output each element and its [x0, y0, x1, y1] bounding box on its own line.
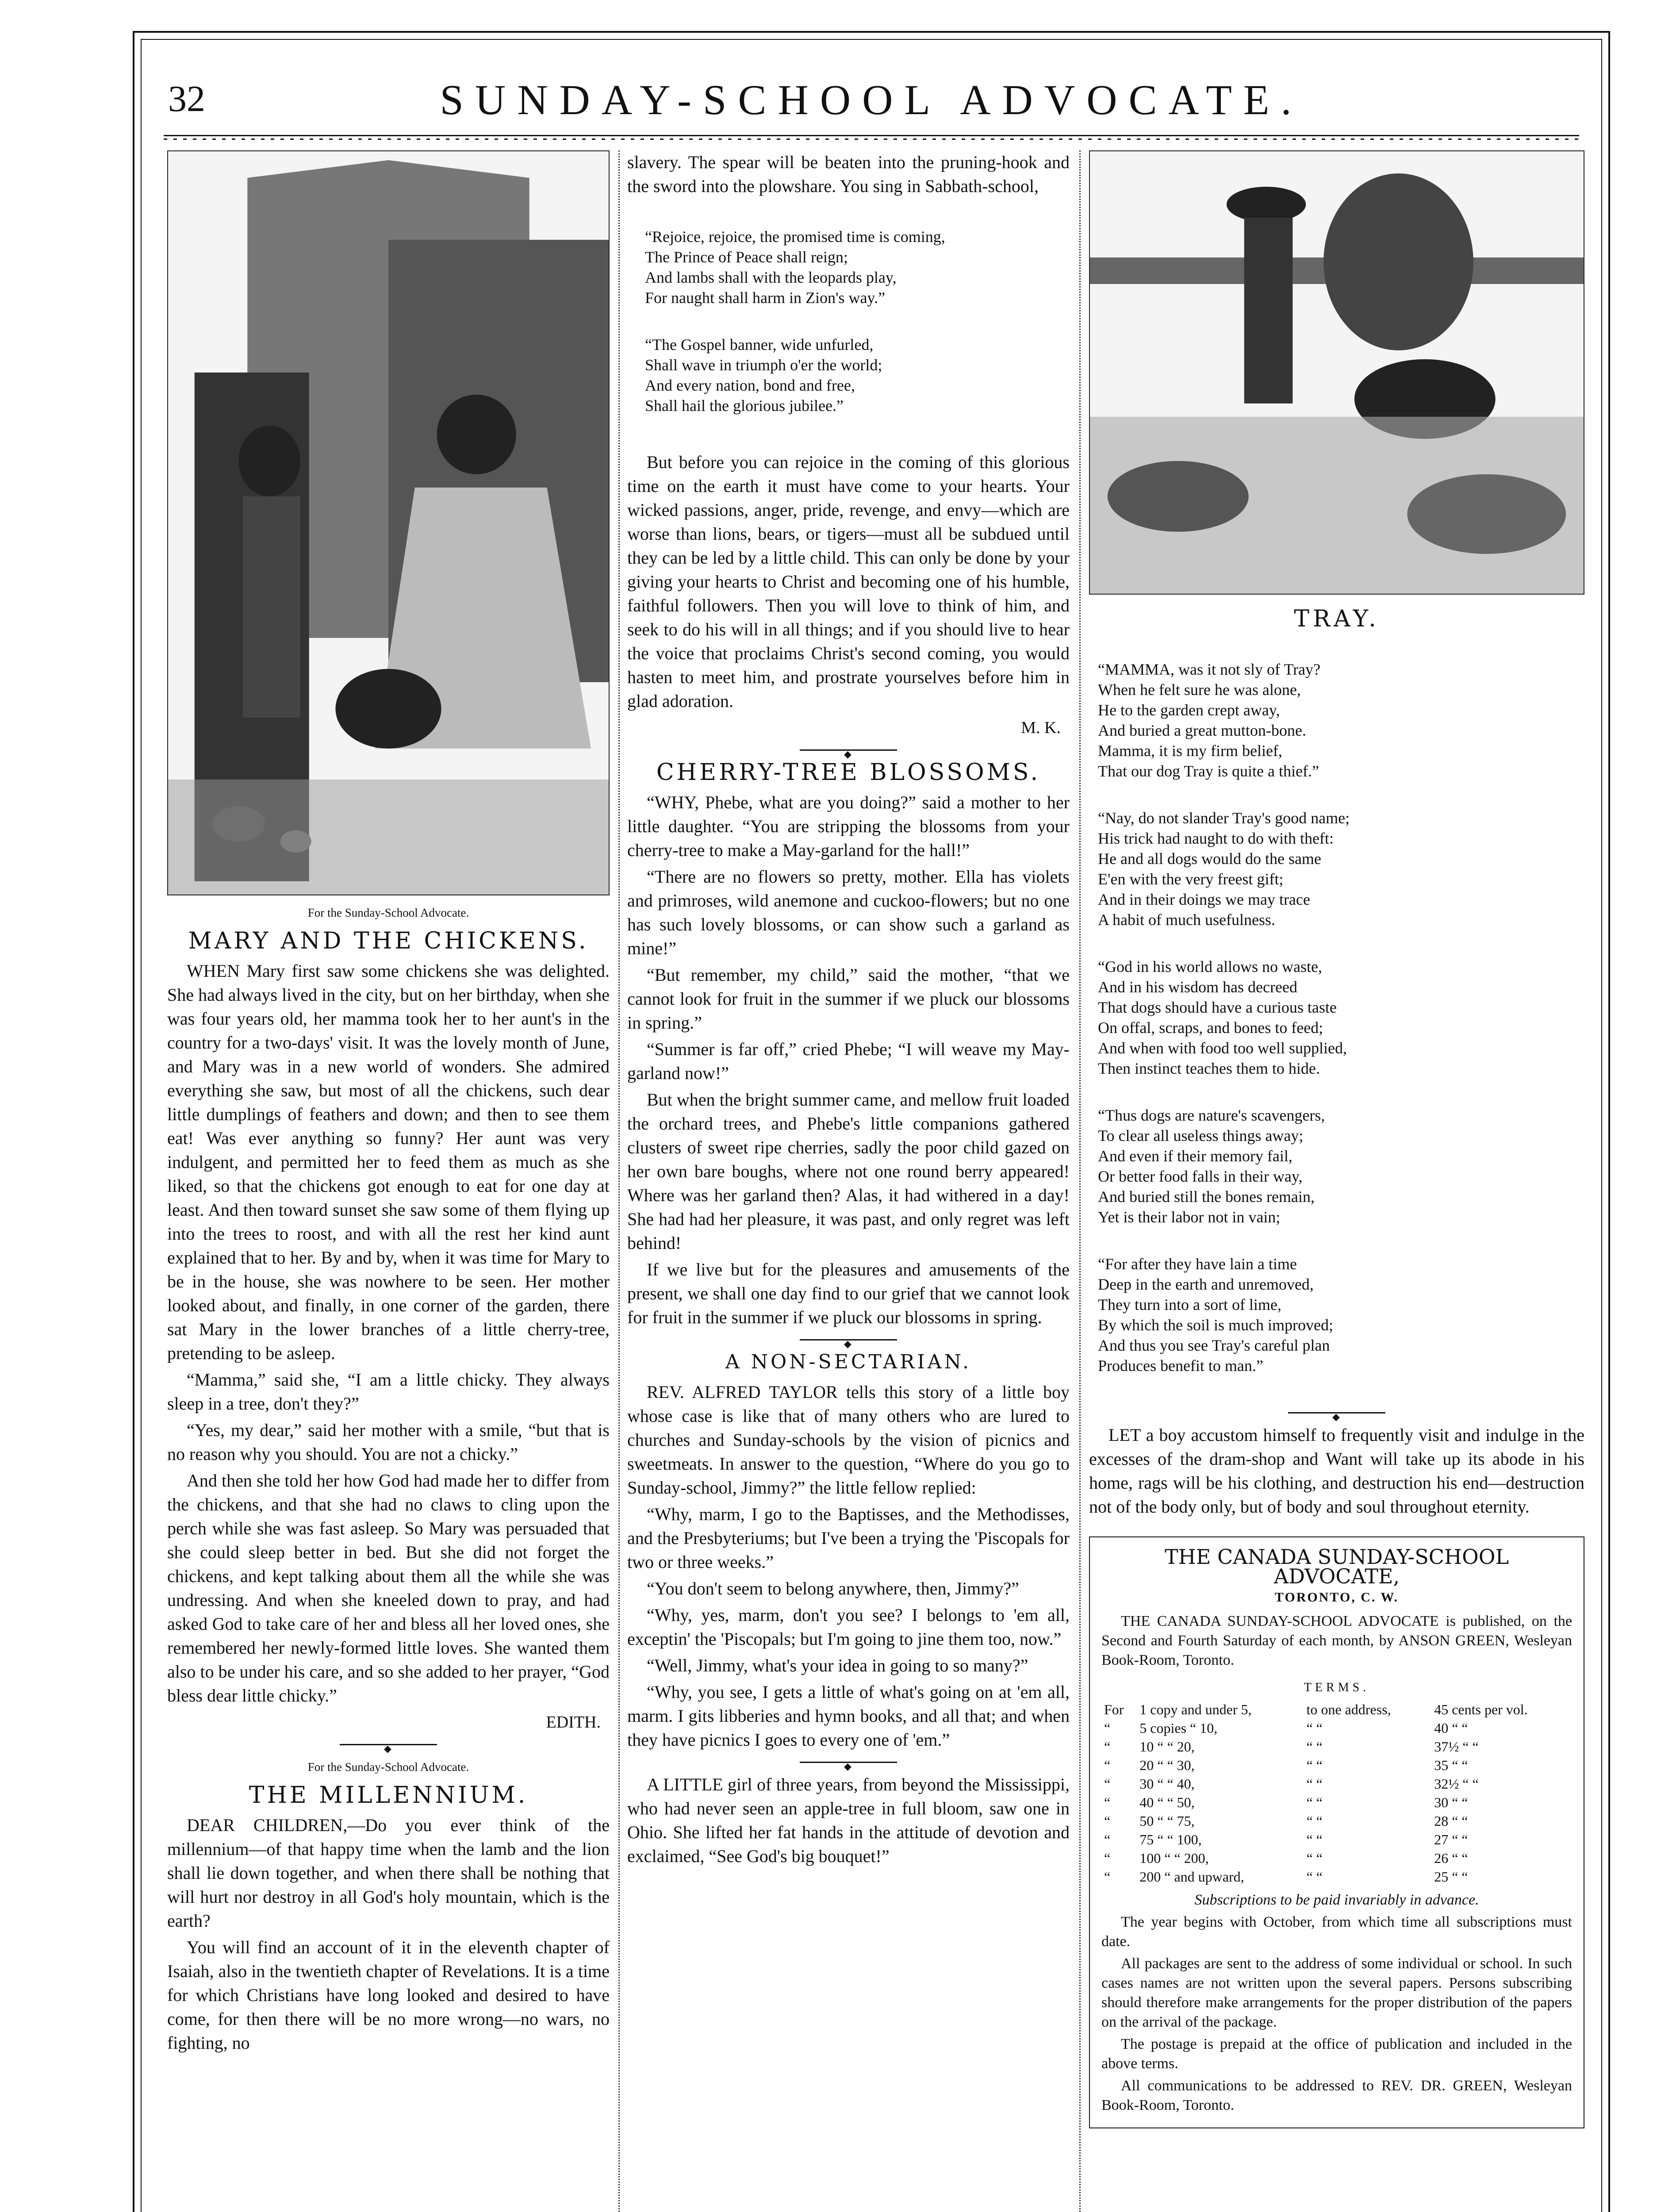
- rates-cell: 35 “ “: [1434, 1757, 1468, 1773]
- paragraph: “But remember, my child,” said the mother, “that we cannot look for fruit in the summer if we pluck our blossoms in spring.”: [627, 965, 1070, 1033]
- paragraph: LET a boy accustom himself to frequently visit and indulge in the excesses of the dram-shop and Want will take up its abode in his home, rags will be his clothing, and destruction his end—destruction not of the body only, but of body and soul throughout eternity.: [1089, 1425, 1584, 1517]
- hymn-quote: [645, 206, 1070, 442]
- poem-stanza: “MAMMA, was it not sly of Tray? When he felt sure he was alone, He to the garden crept away, And buried a great mutton-bone. Mamma, it is my firm belief, That our dog Tray is quite a thief.”: [1098, 661, 1321, 780]
- paragraph: “You don't seem to belong anywhere, then, Jimmy?”: [647, 1578, 1019, 1598]
- subscription-note: Subscriptions to be paid invariably in advance.: [1194, 1892, 1479, 1908]
- signature: M. K.: [1021, 718, 1061, 737]
- rates-cell: “: [1104, 1794, 1111, 1810]
- article-title: TRAY.: [1294, 606, 1380, 632]
- rates-cell: 200 “ and upward,: [1139, 1869, 1244, 1885]
- rates-row: [1101, 1867, 1572, 1886]
- article-title: THE MILLENNIUM.: [249, 1782, 528, 1809]
- article-title: MARY AND THE CHICKENS.: [188, 928, 589, 954]
- paragraph: “Why, yes, marm, don't you see? I belongs to 'em all, exceptin' the 'Piscopals; but I'm going to jine them too, now.”: [627, 1605, 1070, 1649]
- rates-row: [1101, 1737, 1572, 1756]
- paragraph: “Mamma,” said she, “I am a little chicky. They always sleep in a tree, don't they?”: [167, 1370, 610, 1413]
- rates-cell: 28 “ “: [1434, 1813, 1468, 1829]
- column-2: [627, 150, 1070, 1871]
- paragraph: WHEN Mary first saw some chickens she was delighted. She had always lived in the city, but on her birthday, when she was four years old, her mamma took her to her aunt's in the country for a two-days' visit. It was the lovely month of June, and Mary was in a new world of wonders. She admired everything she saw, but most of all the chickens, such dear little dumplings of feathers and down; and then to see them eat! Was ever anything so funny? Her aunt was very indulgent, and permitted her to feed them as much as she liked, so that the chickens got enough to eat for one day at least. And then toward sunset she saw some of them flying up into the trees to roost, and with all the rest her kind aunt explained that to her. By and by, when it was time for Mary to be in the house, she was nowhere to be seen. Her mother looked about, and finally, in one corner of the garden, there sat Mary in the lower branches of a little cherry-tree, pretending to be asleep.: [167, 961, 610, 1363]
- rates-cell: “ “: [1306, 1813, 1323, 1829]
- paragraph: But before you can rejoice in the coming of this glorious time on the earth it must have come to your hearts. Your wicked passions, anger, pride, revenge, and envy—which are worse than lions, bears, or tigers—must all be subdued until they can be led by a little child. This can only be done by your giving your hearts to Christ and becoming one of his humble, faithful followers. Then you will love to think of him, and seek to do his will in all things; and if you should live to hear the voice that proclaims Christ's second coming, you would hasten to meet him, and prostrate yourselves before him in glad adoration.: [627, 452, 1070, 711]
- rates-cell: “: [1104, 1850, 1111, 1866]
- dog-engraving: [1090, 151, 1584, 594]
- section-divider: [800, 1762, 897, 1763]
- column-separator: [1079, 150, 1081, 2212]
- rates-cell: 26 “ “: [1434, 1850, 1468, 1866]
- rates-cell: to one address,: [1306, 1701, 1391, 1717]
- paragraph: A LITTLE girl of three years, from beyond the Mississippi, who had never seen an apple-tree in full bloom, saw one in Ohio. She lifted her fat hands in the attitude of devotion and exclaimed, “See God's big bouquet!”: [627, 1774, 1070, 1866]
- poem-stanza: “For after they have lain a time Deep in the earth and unremoved, They turn into a sort of lime, By which the soil is much improved; And thus you see Tray's careful plan Produces benefit to man.”: [1098, 1255, 1333, 1375]
- terms-label: TERMS.: [1304, 1681, 1370, 1694]
- rates-row: [1101, 1849, 1572, 1867]
- newspaper-page: [133, 31, 1610, 2212]
- publisher-location: TORONTO, C. W.: [1274, 1590, 1399, 1605]
- rates-cell: 40 “ “: [1434, 1720, 1468, 1736]
- poem-stanza: “Rejoice, rejoice, the promised time is coming, The Prince of Peace shall reign; And lambs shall with the leopards play, For naught shall harm in Zion's way.”: [645, 228, 945, 307]
- rates-row: [1101, 1700, 1572, 1719]
- rates-cell: “: [1104, 1869, 1111, 1885]
- paragraph: “Summer is far off,” cried Phebe; “I will weave my May-garland now!”: [627, 1039, 1070, 1083]
- rates-cell: 27 “ “: [1434, 1832, 1468, 1847]
- rates-row: [1101, 1830, 1572, 1849]
- paragraph: “Yes, my dear,” said her mother with a smile, “but that is no reason why you should. You are not a chicky.”: [167, 1420, 610, 1464]
- rates-cell: 30 “ “: [1434, 1794, 1468, 1810]
- rates-cell: 40 “ “ 50,: [1139, 1794, 1195, 1810]
- article-credit: For the Sunday-School Advocate.: [307, 906, 469, 919]
- publisher-note: All packages are sent to the address of some individual or school. In such cases names are not written upon the several papers. Persons subscribing should therefore make arrangements for the proper distribution of the papers on the arrival of the package.: [1101, 1955, 1572, 2030]
- tray-poem: [1098, 639, 1584, 1402]
- paragraph: slavery. The spear will be beaten into the pruning-hook and the sword into the plowshare. You sing in Sabbath-school,: [627, 152, 1070, 196]
- section-divider: [800, 1339, 897, 1340]
- rates-row: [1101, 1793, 1572, 1812]
- article-title: CHERRY-TREE BLOSSOMS.: [656, 759, 1041, 786]
- rates-cell: “: [1104, 1832, 1111, 1847]
- publisher-box: [1089, 1536, 1584, 2128]
- publisher-note: All communications to be addressed to REV. DR. GREEN, Wesleyan Book-Room, Toronto.: [1101, 2078, 1572, 2113]
- rates-cell: 45 cents per vol.: [1434, 1701, 1528, 1717]
- rates-row: [1101, 1756, 1572, 1774]
- rates-cell: “ “: [1306, 1869, 1323, 1885]
- poem-stanza: “The Gospel banner, wide unfurled, Shall wave in triumph o'er the world; And every nation, bond and free, Shall hail the glorious jubilee.”: [645, 336, 882, 415]
- rates-row: [1101, 1774, 1572, 1793]
- signature: EDITH.: [546, 1713, 601, 1732]
- paragraph: If we live but for the pleasures and amusements of the present, we shall one day find to our grief that we cannot look for fruit in the summer if we pluck our blossoms in spring.: [627, 1260, 1070, 1327]
- paragraph: You will find an account of it in the eleventh chapter of Isaiah, also in the twentieth chapter of Revelations. It is a time for which Christians have long looked and desired to have come, for then there will be no more wrong—no wars, no fighting, no: [167, 1937, 610, 2053]
- section-divider: [1288, 1412, 1385, 1413]
- rates-cell: “ “: [1306, 1757, 1323, 1773]
- rates-cell: “: [1104, 1813, 1111, 1829]
- section-divider: [340, 1744, 437, 1745]
- column-3: [1089, 150, 1584, 2128]
- paragraph: REV. ALFRED TAYLOR tells this story of a little boy whose case is like that of many others who are lured to churches and Sunday-schools by the vision of picnics and sweetmeats. In answer to the question, “Where do you go to Sunday-school, Jimmy?” the little fellow replied:: [627, 1382, 1070, 1498]
- paragraph: DEAR CHILDREN,—Do you ever think of the millennium—of that happy time when the lamb and the lion shall lie down together, and when there shall be nothing that will hurt nor destroy in all God's holy mountain, which is the earth?: [167, 1815, 610, 1931]
- rates-cell: “: [1104, 1739, 1111, 1755]
- rates-cell: “: [1104, 1720, 1111, 1736]
- poem-stanza: “God in his world allows no waste, And in his wisdom has decreed That dogs should have a curious taste On offal, scraps, and bones to feed; And when with food too well supplied, Then instinct teaches them to hide.: [1098, 958, 1347, 1077]
- rates-cell: 50 “ “ 75,: [1139, 1813, 1195, 1829]
- rates-cell: “: [1104, 1757, 1111, 1773]
- masthead-title: SUNDAY-SCHOOL ADVOCATE.: [440, 76, 1303, 123]
- rates-cell: 10 “ “ 20,: [1139, 1739, 1195, 1755]
- rates-row: [1101, 1719, 1572, 1737]
- rates-cell: “ “: [1306, 1739, 1323, 1755]
- paragraph: And then she told her how God had made her to differ from the chickens, and that she had no claws to cling upon the perch while she was fast asleep. So Mary was persuaded that she could sleep better in bed. But she did not forget the chickens, and kept talking about them all the while she was undressing. And when she kneeled down to pray, and had asked God to take care of her and bless all her loved ones, she remembered her newly-formed little loves. She wanted them also to be under his care, and so she added to her prayer, “God bless dear little chicky.”: [167, 1471, 610, 1705]
- rates-cell: “ “: [1306, 1720, 1323, 1736]
- rates-cell: “ “: [1306, 1850, 1323, 1866]
- header-rule: [164, 135, 1579, 142]
- poem-stanza: “Nay, do not slander Tray's good name; His trick had naught to do with theft: He and all dogs would do the same E'en with the very freest gift; And in their doings we may trace A habit of much usefulness.: [1098, 809, 1350, 929]
- masthead-header: [142, 40, 1601, 142]
- paragraph: “Well, Jimmy, what's your idea in going to so many?”: [647, 1655, 1028, 1675]
- rates-cell: 100 “ “ 200,: [1139, 1850, 1209, 1866]
- chickens-engraving: [168, 151, 609, 895]
- page-number: 32: [168, 78, 205, 119]
- paragraph: “Why, you see, I gets a little of what's going on at 'em all, marm. I gits libberies and hymn books, and all that; and when they have picnics I goes to every one of 'em.”: [627, 1682, 1070, 1750]
- poem-stanza: “Thus dogs are nature's scavengers, To clear all useless things away; And even if their memory fail, Or better food falls in their way, And buried still the bones remain, Yet is their labor not in vain;: [1098, 1106, 1325, 1226]
- publisher-title: THE CANADA SUNDAY-SCHOOL ADVOCATE,: [1164, 1545, 1509, 1588]
- section-divider: [800, 749, 897, 751]
- article-title: A NON-SECTARIAN.: [725, 1351, 972, 1373]
- rates-cell: “ “: [1306, 1776, 1323, 1792]
- paragraph: “There are no flowers so pretty, mother. Ella has violets and primroses, wild anemone and cuckoo-flowers; but no one has such lovely blossoms, or can show such a garland as mine!”: [627, 867, 1070, 958]
- rates-row: [1101, 1812, 1572, 1830]
- rates-table: [1101, 1700, 1572, 1886]
- publisher-note: The postage is prepaid at the office of publication and included in the above terms.: [1101, 2036, 1572, 2072]
- rates-cell: 25 “ “: [1434, 1869, 1468, 1885]
- rates-cell: 32½ “ “: [1434, 1776, 1479, 1792]
- paragraph: “WHY, Phebe, what are you doing?” said a mother to her little daughter. “You are stripping the blossoms from your cherry-tree to make a May-garland for the hall!”: [627, 792, 1070, 860]
- paragraph: But when the bright summer came, and mellow fruit loaded the orchard trees, and Phebe's little companions gathered clusters of sweet ripe cherries, sadly the poor child gazed on her own bare boughs, where not one round berry appeared! Where was her garland then? Alas, it had withered in a day! She had had her pleasure, it was past, and only regret was left behind!: [627, 1090, 1070, 1253]
- column-1: [167, 150, 610, 2058]
- rates-cell: 20 “ “ 30,: [1139, 1757, 1195, 1773]
- rates-cell: 5 copies “ 10,: [1139, 1720, 1218, 1736]
- rates-cell: 1 copy and under 5,: [1139, 1701, 1252, 1717]
- rates-cell: 37½ “ “: [1434, 1739, 1479, 1755]
- chickens-illustration: [167, 150, 610, 895]
- article-credit: For the Sunday-School Advocate.: [307, 1760, 469, 1774]
- publisher-note: The year begins with October, from which time all subscriptions must date.: [1101, 1914, 1572, 1950]
- dog-tray-illustration: [1089, 150, 1584, 595]
- rates-cell: 75 “ “ 100,: [1139, 1832, 1202, 1847]
- rates-cell: 30 “ “ 40,: [1139, 1776, 1195, 1792]
- paragraph: “Why, marm, I go to the Baptisses, and the Methodisses, and the Presbyteriums; but I've been a trying the 'Piscopals for two or three weeks.”: [627, 1504, 1070, 1572]
- rates-cell: “ “: [1306, 1794, 1323, 1810]
- rates-cell: “ “: [1306, 1832, 1323, 1847]
- rates-cell: “: [1104, 1776, 1111, 1792]
- publisher-intro: THE CANADA SUNDAY-SCHOOL ADVOCATE is published, on the Second and Fourth Saturday of each month, by ANSON GREEN, Wesleyan Book-Room, Toronto.: [1101, 1613, 1572, 1668]
- page-inner-border: [141, 39, 1602, 2212]
- rates-cell: For: [1104, 1701, 1124, 1717]
- column-separator: [618, 150, 620, 2212]
